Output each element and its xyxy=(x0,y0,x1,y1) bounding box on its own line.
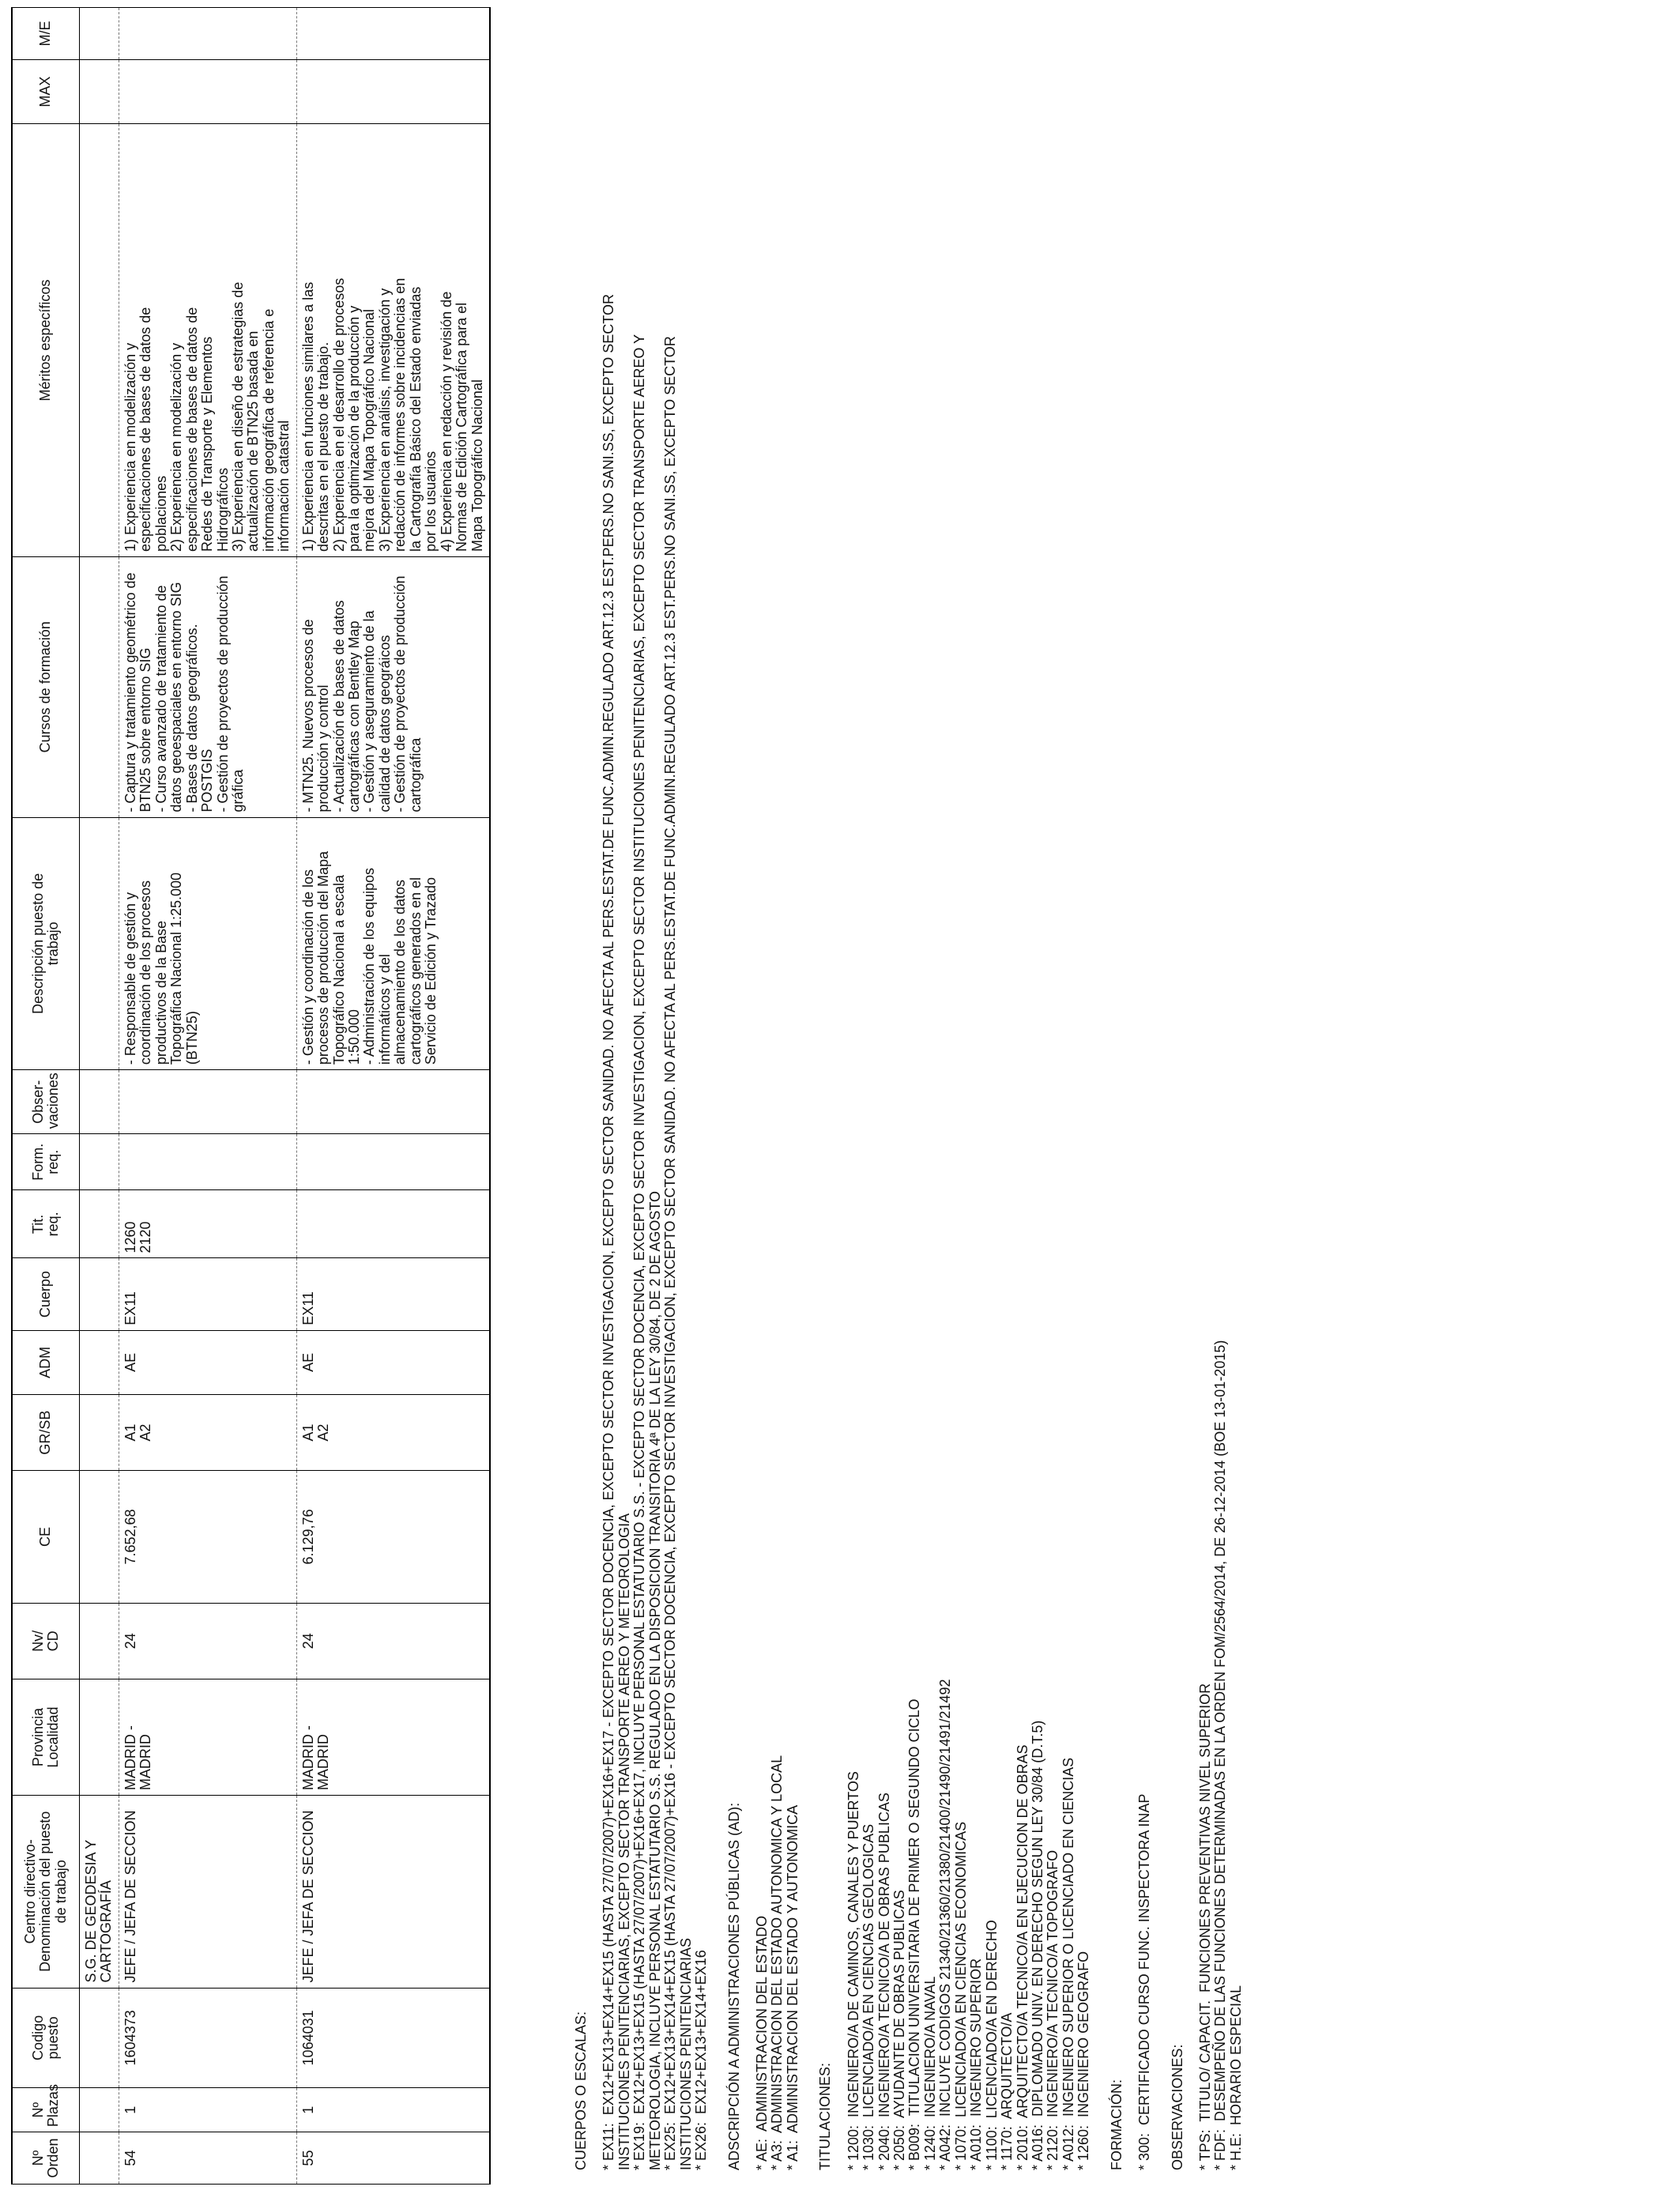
table-row xyxy=(119,8,296,2185)
cell-plazas: 1 xyxy=(296,2088,490,2132)
cell-meritos: 1) Experiencia en modelización y especificaciones de bases de datos de poblaciones 2) Experiencia en modelización y especificaciones de bases de datos de Redes de Transporte y Elementos Hidrográficos 3) Experiencia en diseño de estrategias de actualización de BTN25 basada en información geográfica de referencia e información catastral xyxy=(119,124,296,557)
cell-max xyxy=(296,60,490,124)
list-item: * H.E: HORARIO ESPECIAL xyxy=(1227,1985,1244,2170)
header-meritos: Méritos específicos xyxy=(12,124,80,557)
header-cursos: Cursos de formación xyxy=(12,556,80,817)
header-descripcion: Descripción puesto de trabajo xyxy=(12,817,80,1070)
list-item: * EX25: EX12+EX13+EX14+EX15 (HASTA 27/07/2007)+EX16 - EXCEPTO SECTOR DOCENCIA, EXCEPTO SECTOR INVESTIGACION, EXCEPTO SECTOR SANIDAD. NO AFECTA AL PERS.ESTAT.DE FUNC.ADMIN.REGULADO ART.12.3 EST.PERS.NO SANI.SS, EXCEPTO SECTOR xyxy=(662,336,679,2170)
cell-cuerpo: EX11 xyxy=(296,1258,490,1330)
adscripcion-heading: ADSCRIPCIÓN A ADMINISTRACIONES PÚBLICAS (AD): xyxy=(725,1802,742,2170)
adscripcion-list xyxy=(755,21,800,2170)
list-item: * A042: INCLUYE CODIGOS 21340/21360/21380/21400/21490/21491/21492 xyxy=(937,1679,954,2170)
cell-centro: JEFE / JEFA DE SECCION xyxy=(119,1796,296,1988)
list-item: * A3: ADMINISTRACION DEL ESTADO AUTONOMICA Y LOCAL xyxy=(769,1755,785,2170)
cell-descripcion: - Responsable de gestión y coordinación de los procesos productivos de la Base Topográfica Nacional 1:25.000 (BTN25) xyxy=(119,817,296,1070)
header-max: MAX xyxy=(12,60,80,124)
list-item: * EX19: EX12+EX13+EX15 (HASTA 27/07/2007)+EX16+EX17, INCLUYE PERSONAL ESTATUTARIO S.S. - EXCEPTO SECTOR DOCENCIA, EXCEPTO SECTOR INVESTIGACION, EXCEPTO SECTOR INSTITUCIONES PENITENCIARIAS, EXCEPTO SECTOR TRANSPORTE AEREO Y xyxy=(631,334,648,2170)
list-item: METEOROLOGIA, INCLUYE PERSONAL ESTATUTARIO S.S. REGULADO EN LA DISPOSICION TRANSITORIA 4ª DE LA LEY 30/84, DE 2 DE AGOSTO xyxy=(646,1190,663,2170)
cell-codigo: 1064031 xyxy=(296,1988,490,2088)
cell-nivel: 24 xyxy=(119,1603,296,1679)
subheader-row xyxy=(80,8,119,2185)
list-item: * FDF: DESEMPEÑO DE LAS FUNCIONES DETERMINADAS EN LA ORDEN FOM/2564/2014, DE 26-12-2014 (BOE 13-01-2015) xyxy=(1212,1340,1229,2170)
cell-adm: AE xyxy=(296,1330,490,1394)
header-adm: ADM xyxy=(12,1330,80,1394)
cell-provincia: MADRID - MADRID xyxy=(119,1679,296,1796)
list-item: * 1070: LICENCIADO/A EN CIENCIAS ECONOMICAS xyxy=(952,1821,969,2170)
cell-cuerpo: EX11 xyxy=(119,1258,296,1330)
header-orden: Nº Orden xyxy=(12,2132,80,2185)
header-me: M/E xyxy=(12,8,80,60)
cell-me xyxy=(296,8,490,60)
cell-ce: 6.129,76 xyxy=(296,1471,490,1603)
list-item: * 2040: INGENIERO/A TECNICO/A DE OBRAS PUBLICAS xyxy=(876,1793,892,2170)
cell-descripcion: - Gestión y coordinación de los procesos de producción del Mapa Topográfico Nacional a escala 1:50.000 - Administración de los equipos informáticos y del almacenamiento de los datos cartográficos generados en el Servicio de Edición y Trazado xyxy=(296,817,490,1070)
cell-tit: 1260 2120 xyxy=(119,1190,296,1258)
notes-section xyxy=(574,21,1244,2170)
header-centro: Centro directivo- Denominación del puesto de trabajo xyxy=(12,1796,80,1988)
list-item: * A016: DIPLOMADO UNIV. EN DERECHO SEGUN LEY 30/84 (D.T.5) xyxy=(1029,1720,1045,2170)
list-item: * A010: INGENIERO SUPERIOR xyxy=(968,1958,985,2170)
titulaciones-list xyxy=(846,21,1092,2170)
cell-provincia: MADRID - MADRID xyxy=(296,1679,490,1796)
list-item: * 1240: INGENIERO/A NAVAL xyxy=(921,1976,938,2170)
header-obs: Obser- vaciones xyxy=(12,1070,80,1134)
cell-grupo: A1 A2 xyxy=(119,1394,296,1470)
list-item: * EX11: EX12+EX13+EX14+EX15 (HASTA 27/07/2007)+EX16+EX17 - EXCEPTO SECTOR DOCENCIA, EXCEPTO SECTOR INVESTIGACION, EXCEPTO SECTOR SANIDAD. NO AFECTA AL PERS.ESTAT.DE FUNC.ADMIN.REGULADO ART.12.3 EST.PERS.NO SANI.SS, EXCEPTO SECTOR xyxy=(601,294,617,2170)
cell-codigo: 1604373 xyxy=(119,1988,296,2088)
cell-obs xyxy=(119,1070,296,1134)
header-form: Form. req. xyxy=(12,1134,80,1190)
cuerpos-heading: CUERPOS O ESCALAS: xyxy=(573,2011,589,2170)
list-item: * AE: ADMINISTRACION DEL ESTADO xyxy=(753,1915,770,2170)
header-grupo: GR/SB xyxy=(12,1394,80,1470)
job-positions-table xyxy=(11,7,491,2185)
list-item: * A1: ADMINISTRACION DEL ESTADO Y AUTONOMICA xyxy=(784,1804,800,2170)
titulaciones-heading: TITULACIONES: xyxy=(817,2062,834,2170)
cell-plazas: 1 xyxy=(119,2088,296,2132)
cell-orden: 55 xyxy=(296,2132,490,2185)
list-item: * B009: TITULACION UNIVERSITARIA DE PRIMER O SEGUNDO CICLO xyxy=(906,1698,923,2170)
subheader-centro: S.G. DE GEODESIA Y CARTOGRAFÍA xyxy=(80,1796,119,1988)
cell-meritos: 1) Experiencia en funciones similares a las descritas en el puesto de trabajo. 2) Experiencia en el desarrollo de procesos para la optimización de la producción y mejora del Mapa Topográfico Nacional 3) Experiencia en análisis, investigación y redacción de informes sobre incidencias en la Cartografía Básico del Estado enviadas por los usuarios 4) Experiencia en redacción y revisión de Normas de Edición Cartográfica para el Mapa Topográfico Nacional xyxy=(296,124,490,557)
header-codigo: Codigo puesto xyxy=(12,1988,80,2088)
list-item: * 1260: INGENIERO GEOGRAFO xyxy=(1075,1951,1092,2170)
cell-centro: JEFE / JEFA DE SECCION xyxy=(296,1796,490,1988)
observaciones-heading: OBSERVACIONES: xyxy=(1169,2044,1185,2170)
header-plazas: Nº Plazas xyxy=(12,2088,80,2132)
cell-nivel: 24 xyxy=(296,1603,490,1679)
list-item: * 2050: AYUDANTE DE OBRAS PUBLICAS xyxy=(891,1890,907,2170)
list-item: INSTITUCIONES PENITENCIARIAS xyxy=(677,1937,694,2170)
cell-form xyxy=(119,1134,296,1190)
cell-tit xyxy=(296,1190,490,1258)
cell-form xyxy=(296,1134,490,1190)
list-item: * TPS: TITULO/ CAPACIT. FUNCIONES PREVENTIVAS NIVEL SUPERIOR xyxy=(1197,1683,1213,2170)
list-item: INSTITUCIONES PENITENCIARIAS, EXCEPTO SECTOR TRANSPORTE AEREO Y METEOROLOGIA xyxy=(616,1513,632,2170)
header-cuerpo: Cuerpo xyxy=(12,1258,80,1330)
list-item: * EX26: EX12+EX13+EX14+EX16 xyxy=(693,1950,710,2170)
table-row xyxy=(296,8,490,2185)
cell-obs xyxy=(296,1070,490,1134)
cell-cursos: - Captura y tratamiento geométrico de BTN25 sobre entorno SIG - Curso avanzado de tratamiento de datos geoespaciales en entorno SIG - Bases de datos geográficos. POSTGIS - Gestión de proyectos de producción gráfica xyxy=(119,556,296,817)
list-item: * 1030: LICENCIADO/A EN CIENCIAS GEOLOGICAS xyxy=(861,1823,877,2170)
list-item: * 300: CERTIFICADO CURSO FUNC. INSPECTORA INAP xyxy=(1136,1793,1153,2170)
cell-ce: 7.652,68 xyxy=(119,1471,296,1603)
header-ce: CE xyxy=(12,1471,80,1603)
cell-orden: 54 xyxy=(119,2132,296,2185)
list-item: * 1170: ARQUITECTO/A xyxy=(999,2012,1015,2170)
cell-cursos: - MTN25. Nuevos procesos de producción y control - Actualización de bases de datos cartográficas con Bentley Map - Gestión y aseguramiento de la calidad de datos geográicos - Gestión de proyectos de producción cartográfica xyxy=(296,556,490,817)
list-item: * 2120: INGENIERO/A TECNICO/A TOPOGRAFO xyxy=(1045,1849,1061,2170)
list-item: * A012: INGENIERO SUPERIOR O LICENCIADO EN CIENCIAS xyxy=(1060,1757,1076,2170)
header-provincia: Provincia Localidad xyxy=(12,1679,80,1796)
cell-adm: AE xyxy=(119,1330,296,1394)
formacion-heading: FORMACIÓN: xyxy=(1108,2079,1124,2170)
list-item: * 1100: LICENCIADO/A EN DERECHO xyxy=(983,1920,1000,2170)
header-row xyxy=(12,8,80,2185)
header-nivel: Nv/ CD xyxy=(12,1603,80,1679)
formacion-list xyxy=(1137,21,1152,2170)
list-item: * 2010: ARQUITECTO/A TECNICO/A EN EJECUCION DE OBRAS xyxy=(1014,1744,1030,2170)
observaciones-list xyxy=(1198,21,1244,2170)
list-item: * 1200: INGENIERO/A DE CAMINOS, CANALES Y PUERTOS xyxy=(845,1771,861,2170)
cuerpos-list xyxy=(601,21,709,2170)
header-tit: Tit. req. xyxy=(12,1190,80,1258)
cell-grupo: A1 A2 xyxy=(296,1394,490,1470)
cell-me xyxy=(119,8,296,60)
cell-max xyxy=(119,60,296,124)
